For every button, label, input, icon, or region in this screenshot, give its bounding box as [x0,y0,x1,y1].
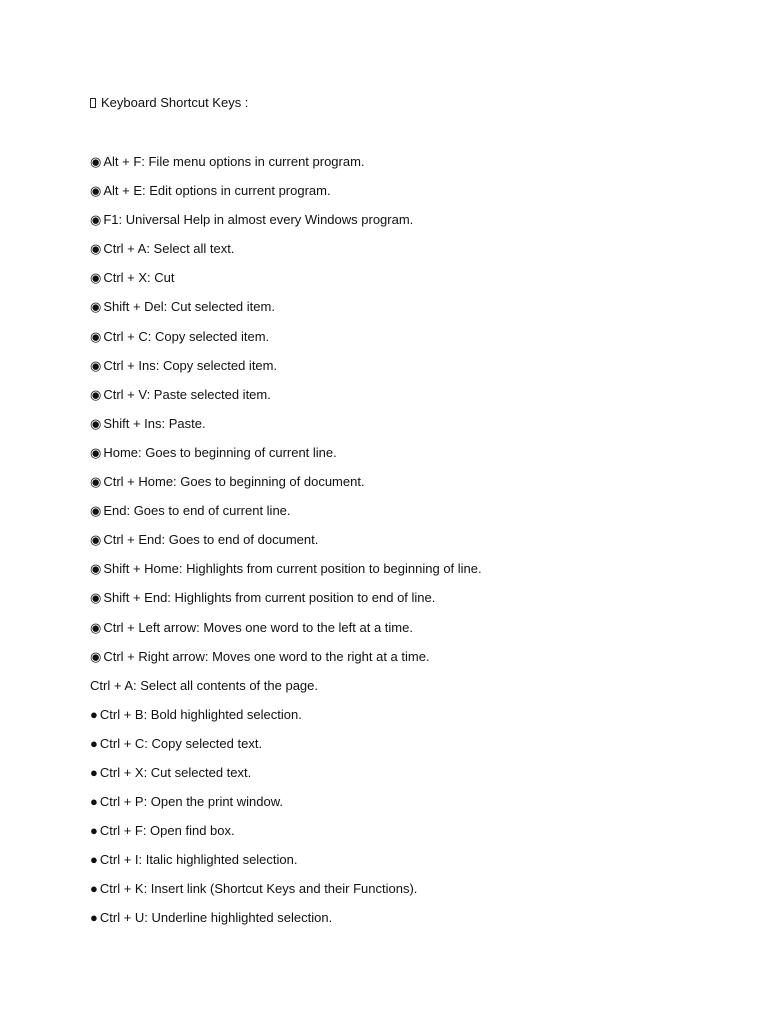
bullet-icon: ● [90,706,98,722]
shortcut-text: Ctrl + X: Cut selected text. [99,764,252,780]
shortcut-item [90,793,482,822]
shortcut-item [90,764,482,793]
radio-bullet-icon: ◉ [90,212,102,228]
missing-glyph-icon [90,98,96,108]
shortcut-text: Ctrl + Right arrow: Moves one word to the right at a time. [103,648,430,664]
shortcut-text: Ctrl + End: Goes to end of document. [103,532,319,548]
radio-bullet-icon: ◉ [90,532,102,548]
document-heading [90,94,248,112]
shortcut-text: Ctrl + C: Copy selected item. [103,328,270,344]
shortcut-item [90,619,482,648]
shortcut-text: Shift + Del: Cut selected item. [103,299,275,315]
shortcut-item [90,648,482,677]
radio-bullet-icon: ◉ [90,357,102,373]
radio-bullet-icon: ◉ [90,503,102,519]
bullet-icon: ● [90,852,98,868]
shortcut-item [90,473,482,502]
shortcut-item [90,298,482,327]
shortcut-text: Ctrl + P: Open the print window. [99,794,284,810]
heading-text: Keyboard Shortcut Keys : [101,95,249,110]
shortcut-text: Ctrl + Left arrow: Moves one word to the left at a time. [103,619,413,635]
shortcut-text: Ctrl + K: Insert link (Shortcut Keys and their Functions). [99,881,418,897]
shortcut-item [90,560,482,589]
radio-bullet-icon: ◉ [90,154,102,169]
bullet-icon: ● [90,794,98,810]
shortcut-item [90,444,482,473]
shortcut-text: Ctrl + F: Open find box. [99,823,235,839]
shortcut-item [90,677,482,706]
shortcut-item [90,735,482,764]
shortcut-item [90,153,482,182]
radio-bullet-icon: ◉ [90,299,102,315]
shortcut-item [90,328,482,357]
radio-bullet-icon: ◉ [90,648,102,664]
radio-bullet-icon: ◉ [90,241,102,257]
radio-bullet-icon: ◉ [90,619,102,635]
shortcut-text: Shift + End: Highlights from current position to end of line. [103,590,436,606]
radio-bullet-icon: ◉ [90,386,102,402]
shortcut-item [90,851,482,880]
shortcut-text: Shift + Home: Highlights from current position to beginning of line. [103,561,482,577]
radio-bullet-icon: ◉ [90,415,102,431]
shortcut-text: Ctrl + Ins: Copy selected item. [103,357,278,373]
shortcut-text: End: Goes to end of current line. [103,503,291,519]
shortcut-item [90,269,482,298]
radio-bullet-icon: ◉ [90,444,102,460]
shortcut-text: Ctrl + U: Underline highlighted selection. [99,910,333,926]
shortcut-item [90,415,482,444]
shortcut-text: Ctrl + A: Select all contents of the page. [90,677,318,693]
shortcut-text: Ctrl + X: Cut [103,270,175,286]
bullet-icon: ● [90,881,98,897]
shortcut-item [90,706,482,735]
shortcut-item [90,909,482,938]
shortcut-text: F1: Universal Help in almost every Windows program. [103,212,414,228]
shortcut-item [90,502,482,531]
shortcut-item [90,240,482,269]
radio-bullet-icon: ◉ [90,270,102,286]
shortcut-item [90,357,482,386]
radio-bullet-icon: ◉ [90,590,102,606]
shortcut-list [90,153,482,939]
bullet-icon: ● [90,823,98,839]
shortcut-text: Home: Goes to beginning of current line. [103,444,337,460]
bullet-icon: ● [90,764,98,780]
shortcut-text: Ctrl + V: Paste selected item. [103,386,271,402]
shortcut-text: Ctrl + A: Select all text. [103,241,235,257]
shortcut-item [90,386,482,415]
shortcut-text: Ctrl + I: Italic highlighted selection. [99,852,298,868]
bullet-icon: ● [90,910,98,926]
radio-bullet-icon: ◉ [90,328,102,344]
radio-bullet-icon: ◉ [90,183,102,199]
shortcut-item [90,880,482,909]
shortcut-item [90,822,482,851]
bullet-icon: ● [90,735,98,751]
shortcut-text: Ctrl + B: Bold highlighted selection. [99,706,302,722]
shortcut-text: Alt + E: Edit options in current program. [103,183,331,199]
shortcut-text: Shift + Ins: Paste. [103,415,206,431]
shortcut-text: Alt + F: File menu options in current program. [103,154,365,169]
shortcut-item [90,211,482,240]
shortcut-text: Ctrl + Home: Goes to beginning of document. [103,474,365,490]
shortcut-item [90,589,482,618]
shortcut-item [90,531,482,560]
shortcut-item [90,182,482,211]
radio-bullet-icon: ◉ [90,561,102,577]
shortcut-text: Ctrl + C: Copy selected text. [99,735,263,751]
radio-bullet-icon: ◉ [90,474,102,490]
